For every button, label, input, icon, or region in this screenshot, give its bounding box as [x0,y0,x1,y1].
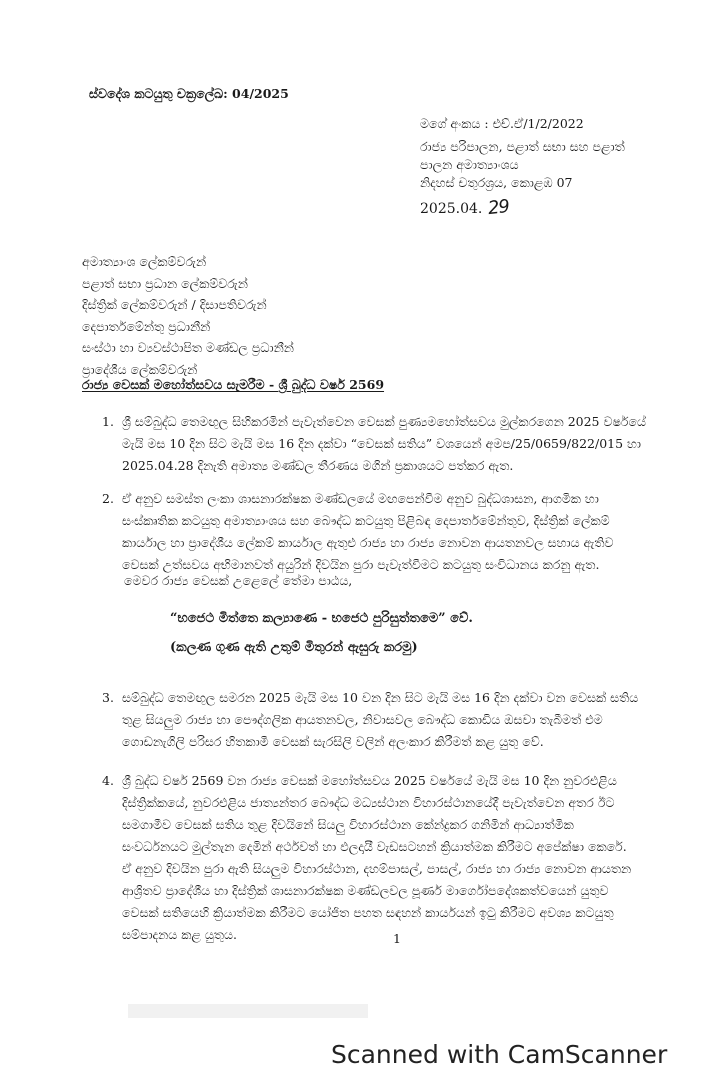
handwritten-day: 29 [487,195,511,220]
paragraph-number: 2. [102,491,114,506]
paragraph-number: 1. [102,414,114,429]
ministry-address-line-3: නිදහස් චතුරශ්‍රය, කොළඹ 07 [420,175,573,190]
paragraph-3 [87,687,693,753]
bleed-through-smudge [128,1004,368,1018]
paragraph-line: ඒ අනුව දිවයින පුරා ඇති සියලුම විහාරස්ථාන, දහම්පාසල්, පාසල්, රාජ්‍ය හා රාජ්‍ය නොවන ආයතන [122,861,632,876]
ministry-address-line-1: රාජ්‍ය පරිපාලන, පළාත් සභා සහ පළාත් [420,139,625,154]
paragraph-line: ශ්‍රී බුද්ධ වර්ෂ 2569 වන රාජ්‍ය වෙසක් මහෝත්සවය 2025 වර්ෂයේ මැයි මස 10 දින නුවරඑළිය [122,773,617,788]
recipient-line: පළාත් සභා ප්‍රධාන ලේකම්වරුන් [82,275,248,291]
paragraph-number: 3. [102,690,114,705]
paragraph-line: වෙසක් සතියෙහි ක්‍රියාත්මක කිරීමට යෝජිත පහත සඳහන් කාර්යයන් ඉටු කිරීමට අවශ්‍ය කටයුතු [122,905,614,920]
paragraph-line: ආශ්‍රිතව ප්‍රාදේශීය හා දිස්ත්‍රික් ශාසනාරක්ෂක මණ්ඩලවල පූර්ණ මාර්ගෝපදේශකත්වයෙන් යුතුව [122,883,609,898]
paragraph-line: තුළ සියලුම රාජ්‍ය හා පෞද්ගලික ආයතනවල, නිවාසවල බෞද්ධ කොඩිය ඔසවා තැබීමත් එම [122,712,603,727]
recipient-line: ප්‍රාදේශීය ලේකම්වරුන් [82,361,198,377]
paragraph-line: ගොඩනැගිලි පරිසර හිතකාමී වෙසක් සැරසිලි වලින් අලංකාර කිරීමත් කළ යුතු වේ. [122,734,544,749]
paragraph-number: 4. [102,773,114,788]
theme-translation: (කලණ ගුණ ඇති උතුම් මිතුරන් ඇසුරු කරමු) [170,640,418,655]
paragraph-line: මැයි මස 10 දින සිට මැයි මස 16 දින දක්වා “වෙසක් සතිය” වශයෙන් අමප/25/0659/822/015 හා [122,436,641,451]
paragraph-line: ශ්‍රී සම්බුද්ධ තෙමඟුල සිහිකරමින් පැවැත්වෙන වෙසක් පුණ්‍යමහෝත්සවය මුල්කරගෙන 2025 වර්ෂයේ [122,414,646,429]
paragraph-line: වෙසක් උත්සවය අභිමානවත් අයුරින් දිවයින පුරා පැවැත්වීමට කටයුතු සංවිධානය කරනු ඇත. [122,557,600,572]
theme-lead: මෙවර රාජ්‍ය වෙසක් උළෙලේ තේමා පාඨය, [124,573,353,588]
subject-heading: රාජ්‍ය වෙසක් මහෝත්සවය සැමරීම - ශ්‍රී බුද්ධ වර්ෂ 2569 [82,377,385,392]
camscanner-watermark: Scanned with CamScanner [331,1040,668,1069]
paragraph-line: සමගාමීව වෙසක් සතිය තුළ දිවයිනේ සියලු විහාරස්ථාන කේන්ද්‍රකර ගනිමින් ආධ්‍යාත්මික [122,817,574,832]
letter-date [420,197,509,218]
recipient-line: සංස්ථා හා ව්‍යවස්ථාපිත මණ්ඩල ප්‍රධානීන් [82,340,294,355]
paragraph-line: 2025.04.28 දිනැති අමාත්‍ය මණ්ඩල තීරණය මගින් ප්‍රකාශයට පත්කර ඇත. [122,458,514,473]
theme-quote: “භජෙථ මිත්තෙ කල්‍යාණෙ - භජෙථ පුරිසුත්තමෙ” වේ. [170,611,473,626]
paragraph-line: සම්පාදනය කළ යුතුය. [122,927,237,942]
paragraph-line: සංවර්ධනයට මුල්තැන දෙමින් අර්ථවත් හා ඵලදායී වැඩසටහන් ක්‍රියාත්මක කිරීමට අපේක්ෂා කෙරේ. [122,839,627,854]
paragraph-line: සම්බුද්ධ තෙමඟුල සමරන 2025 මැයි මස 10 වන දින සිට මැයි මස 16 දින දක්වා වන වෙසක් සතිය [122,690,639,705]
paragraph-1 [87,411,693,477]
printed-date: 2025.04. [420,201,483,217]
circular-number: ස්වදේශ කටයුතු චක්‍රලේඛ: 04/2025 [89,86,289,101]
paragraph-4 [87,770,693,946]
paragraph-line: දිස්ත්‍රික්කයේ, නුවරඑළිය ජාත්‍යන්තර බෞද්ධ මධ්‍යස්ථාන විහාරස්ථානයේදී පැවැත්වෙන අතර ඊට [122,795,615,810]
page-number: 1 [393,931,401,946]
paragraph-line: සංස්කෘතික කටයුතු අමාත්‍යාංශය සහ බෞද්ධ කටයුතු පිළිබඳ දෙපාර්තමේන්තුව, දිස්ත්‍රික් ලේකම් [122,513,610,528]
recipient-line: දිස්ත්‍රික් ලේකම්වරුන් / දිසාපතිවරුන් [82,297,267,312]
recipients-block [82,251,294,380]
paragraph-line: කාර්යාල හා ප්‍රාදේශීය ලේකම් කාර්යාල ඇතුළු රාජ්‍ය හා රාජ්‍ය නොවන ආයතනවල සහාය ඇතිව [122,535,614,550]
ministry-address-line-2: පාලන අමාත්‍යාංශය [420,157,519,172]
paragraph-2 [87,488,693,576]
recipient-line: අමාත්‍යාංශ ලේකම්වරුන් [82,254,207,269]
recipient-line: දෙපාර්තමේන්තු ප්‍රධානීන් [82,318,211,334]
reference-number: මගේ අංකය : එච්.ඒ/1/2/2022 [420,116,584,131]
paragraph-line: ඒ අනුව සමස්ත ලංකා ශාසනාරක්ෂක මණ්ඩලයේ මඟපෙන්වීම අනුව බුද්ධශාසන, ආගමික හා [122,491,599,506]
